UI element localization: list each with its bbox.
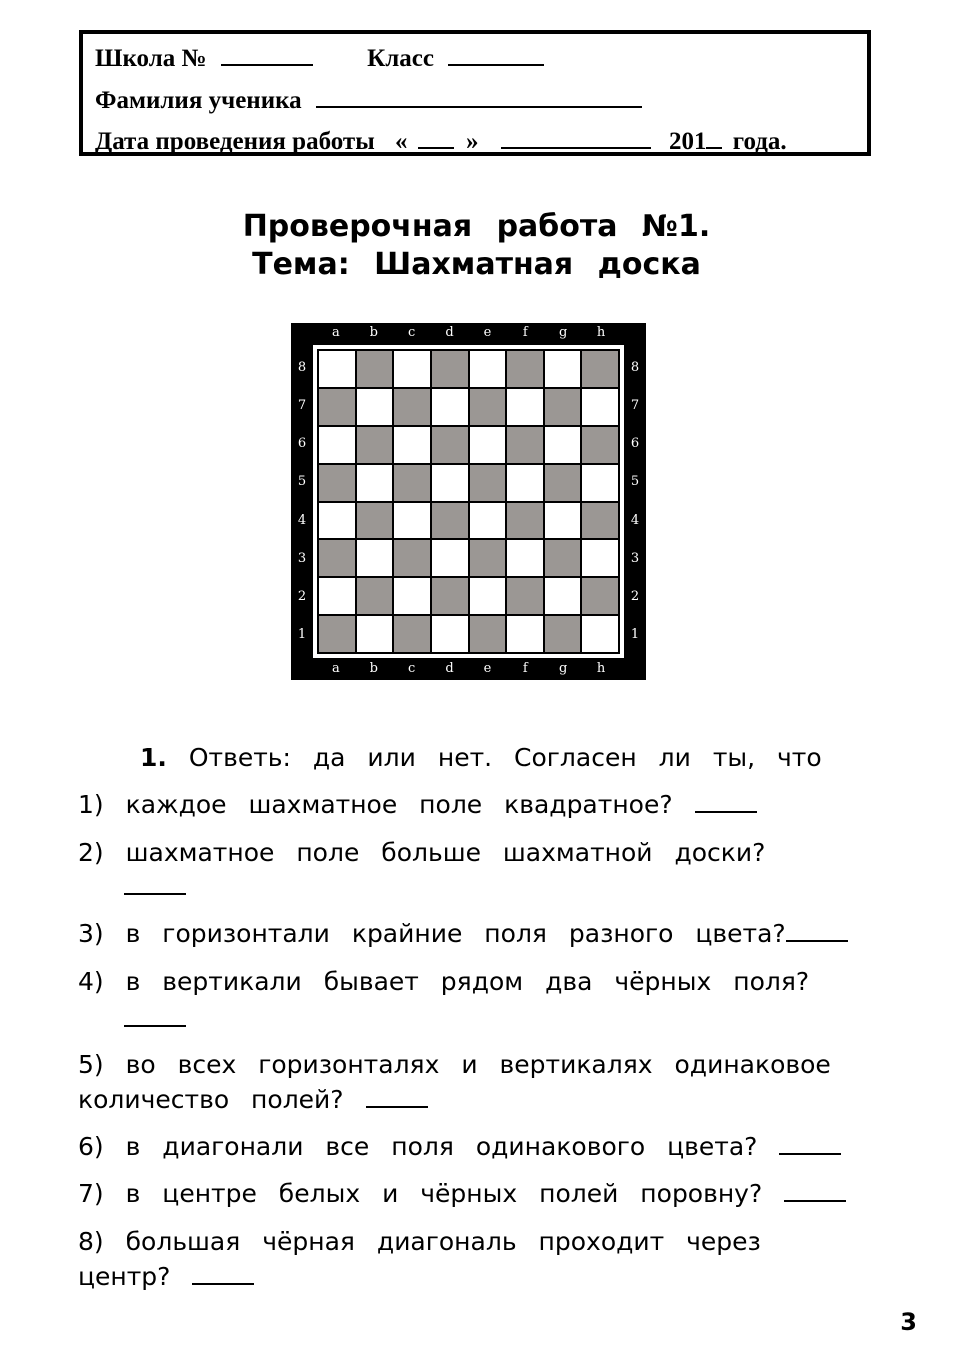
square-a2 bbox=[318, 577, 356, 615]
question-text: в центре белых и чёрных полей поровну? bbox=[125, 1179, 763, 1208]
question-text: во всех горизонталях и вертикалях одинаковое bbox=[125, 1050, 831, 1079]
file-label-bottom-a: a bbox=[332, 661, 340, 676]
square-g3 bbox=[544, 539, 582, 577]
rank-label-left-4: 4 bbox=[297, 512, 307, 528]
square-f6 bbox=[506, 426, 544, 464]
file-label-top-h: h bbox=[596, 325, 606, 340]
square-b7 bbox=[356, 388, 394, 426]
file-label-top-b: b bbox=[369, 325, 378, 340]
square-g5 bbox=[544, 464, 582, 502]
square-f4 bbox=[506, 502, 544, 540]
square-h7 bbox=[581, 388, 619, 426]
file-label-bottom-b: b bbox=[369, 661, 378, 676]
rank-label-right-2: 2 bbox=[630, 588, 640, 604]
chessboard bbox=[291, 323, 646, 680]
file-label-top-e: e bbox=[483, 325, 492, 340]
rank-label-left-1: 1 bbox=[297, 626, 307, 642]
square-c2 bbox=[393, 577, 431, 615]
square-d3 bbox=[431, 539, 469, 577]
square-a1 bbox=[318, 615, 356, 653]
question-text: большая чёрная диагональ проходит через bbox=[125, 1227, 761, 1256]
question-number: 2) bbox=[78, 838, 104, 867]
square-b5 bbox=[356, 464, 394, 502]
question-number: 1) bbox=[78, 790, 104, 819]
year-label: 201 bbox=[668, 128, 707, 155]
question-number: 5) bbox=[78, 1050, 104, 1079]
question-8 bbox=[78, 1226, 761, 1258]
class-field[interactable] bbox=[448, 44, 544, 66]
rank-label-left-2: 2 bbox=[297, 588, 307, 604]
answer-field-6[interactable] bbox=[779, 1133, 841, 1155]
square-g7 bbox=[544, 388, 582, 426]
question-text: в вертикали бывает рядом два чёрных поля? bbox=[125, 967, 810, 996]
square-b4 bbox=[356, 502, 394, 540]
square-g4 bbox=[544, 502, 582, 540]
square-e4 bbox=[469, 502, 507, 540]
question-text-cont: центр? bbox=[78, 1262, 171, 1291]
file-label-top-a: a bbox=[332, 325, 340, 340]
question-7 bbox=[78, 1178, 846, 1210]
square-c7 bbox=[393, 388, 431, 426]
year-digit-field[interactable] bbox=[706, 127, 722, 149]
task-prompt bbox=[140, 742, 822, 774]
rank-label-left-3: 3 bbox=[297, 550, 307, 566]
file-label-top-f: f bbox=[522, 325, 528, 340]
square-d8 bbox=[431, 350, 469, 388]
day-field[interactable] bbox=[418, 127, 454, 149]
square-d6 bbox=[431, 426, 469, 464]
header-form bbox=[79, 30, 871, 156]
file-label-top-d: d bbox=[445, 325, 454, 340]
question-number: 7) bbox=[78, 1179, 104, 1208]
answer-field-8[interactable] bbox=[192, 1263, 254, 1285]
question-text: каждое шахматное поле квадратное? bbox=[125, 790, 673, 819]
square-f7 bbox=[506, 388, 544, 426]
question-number: 8) bbox=[78, 1227, 104, 1256]
page-title: Проверочная работа №1. bbox=[242, 209, 711, 244]
file-label-bottom-g: g bbox=[559, 661, 568, 676]
square-b6 bbox=[356, 426, 394, 464]
date-label: Дата проведения работы bbox=[95, 128, 375, 155]
rank-label-left-8: 8 bbox=[297, 360, 307, 376]
year-suffix: года. bbox=[732, 128, 787, 155]
rank-label-right-6: 6 bbox=[630, 436, 640, 452]
question-text: шахматное поле больше шахматной доски? bbox=[125, 838, 766, 867]
square-g1 bbox=[544, 615, 582, 653]
square-f1 bbox=[506, 615, 544, 653]
answer-row-2 bbox=[124, 871, 186, 903]
question-2 bbox=[78, 837, 765, 869]
board-inner-border bbox=[313, 345, 624, 658]
rank-label-left-6: 6 bbox=[297, 436, 307, 452]
square-h8 bbox=[581, 350, 619, 388]
question-text-cont: количество полей? bbox=[78, 1085, 344, 1114]
answer-field-4[interactable] bbox=[124, 1005, 186, 1027]
square-b3 bbox=[356, 539, 394, 577]
square-e7 bbox=[469, 388, 507, 426]
square-a5 bbox=[318, 464, 356, 502]
square-a8 bbox=[318, 350, 356, 388]
question-4 bbox=[78, 966, 809, 998]
question-number: 6) bbox=[78, 1132, 104, 1161]
square-d1 bbox=[431, 615, 469, 653]
question-1 bbox=[78, 789, 757, 821]
square-a4 bbox=[318, 502, 356, 540]
month-field[interactable] bbox=[501, 127, 651, 149]
square-h1 bbox=[581, 615, 619, 653]
square-c3 bbox=[393, 539, 431, 577]
answer-field-5[interactable] bbox=[366, 1086, 428, 1108]
square-c1 bbox=[393, 615, 431, 653]
square-h5 bbox=[581, 464, 619, 502]
square-e1 bbox=[469, 615, 507, 653]
square-c6 bbox=[393, 426, 431, 464]
square-a6 bbox=[318, 426, 356, 464]
page-subtitle: Тема: Шахматная доска bbox=[252, 247, 701, 282]
task-number: 1. bbox=[140, 743, 167, 772]
surname-label: Фамилия ученика bbox=[95, 87, 302, 114]
square-b2 bbox=[356, 577, 394, 615]
square-f8 bbox=[506, 350, 544, 388]
answer-field-3[interactable] bbox=[786, 920, 848, 942]
surname-row bbox=[95, 86, 642, 116]
file-label-bottom-h: h bbox=[596, 661, 606, 676]
page-number: 3 bbox=[900, 1308, 917, 1336]
square-d7 bbox=[431, 388, 469, 426]
file-label-bottom-c: c bbox=[408, 661, 416, 676]
question-number: 3) bbox=[78, 919, 104, 948]
square-d4 bbox=[431, 502, 469, 540]
rank-label-right-8: 8 bbox=[630, 360, 640, 376]
question-5-cont bbox=[78, 1084, 428, 1116]
square-e2 bbox=[469, 577, 507, 615]
task-prompt-text: Ответь: да или нет. Согласен ли ты, что bbox=[188, 743, 822, 772]
rank-label-right-3: 3 bbox=[630, 550, 640, 566]
square-d2 bbox=[431, 577, 469, 615]
question-5 bbox=[78, 1049, 831, 1081]
square-h2 bbox=[581, 577, 619, 615]
square-g8 bbox=[544, 350, 582, 388]
rank-label-right-1: 1 bbox=[630, 626, 640, 642]
square-g6 bbox=[544, 426, 582, 464]
square-f5 bbox=[506, 464, 544, 502]
square-e3 bbox=[469, 539, 507, 577]
answer-row-4 bbox=[124, 1003, 186, 1035]
date-row bbox=[95, 127, 787, 157]
rank-label-left-5: 5 bbox=[297, 474, 307, 490]
question-text: в диагонали все поля одинакового цвета? bbox=[125, 1132, 758, 1161]
square-b8 bbox=[356, 350, 394, 388]
question-number: 4) bbox=[78, 967, 104, 996]
square-f3 bbox=[506, 539, 544, 577]
square-h6 bbox=[581, 426, 619, 464]
file-label-top-c: c bbox=[408, 325, 416, 340]
question-6 bbox=[78, 1131, 841, 1163]
school-label: Школа № bbox=[95, 45, 207, 72]
answer-field-1[interactable] bbox=[695, 791, 757, 813]
answer-field-2[interactable] bbox=[124, 873, 186, 895]
quote-close: » bbox=[465, 128, 479, 155]
square-b1 bbox=[356, 615, 394, 653]
square-f2 bbox=[506, 577, 544, 615]
square-e6 bbox=[469, 426, 507, 464]
square-h3 bbox=[581, 539, 619, 577]
square-c8 bbox=[393, 350, 431, 388]
square-e5 bbox=[469, 464, 507, 502]
square-c4 bbox=[393, 502, 431, 540]
file-label-bottom-f: f bbox=[522, 661, 528, 676]
surname-field[interactable] bbox=[316, 86, 642, 108]
quote-open: « bbox=[394, 128, 408, 155]
square-d5 bbox=[431, 464, 469, 502]
square-e8 bbox=[469, 350, 507, 388]
question-text: в горизонтали крайние поля разного цвета? bbox=[125, 919, 786, 948]
school-number-field[interactable] bbox=[221, 44, 313, 66]
square-c5 bbox=[393, 464, 431, 502]
rank-label-right-4: 4 bbox=[630, 512, 640, 528]
rank-label-right-7: 7 bbox=[630, 398, 640, 414]
square-a3 bbox=[318, 539, 356, 577]
class-label: Класс bbox=[367, 45, 434, 72]
square-a7 bbox=[318, 388, 356, 426]
answer-field-7[interactable] bbox=[784, 1180, 846, 1202]
file-label-bottom-e: e bbox=[483, 661, 492, 676]
school-class-row bbox=[95, 44, 544, 74]
file-label-bottom-d: d bbox=[445, 661, 454, 676]
rank-label-left-7: 7 bbox=[297, 398, 307, 414]
square-h4 bbox=[581, 502, 619, 540]
square-g2 bbox=[544, 577, 582, 615]
question-3 bbox=[78, 918, 848, 950]
board-grid bbox=[317, 349, 620, 654]
rank-label-right-5: 5 bbox=[630, 474, 640, 490]
file-label-top-g: g bbox=[559, 325, 568, 340]
question-8-cont bbox=[78, 1261, 254, 1293]
